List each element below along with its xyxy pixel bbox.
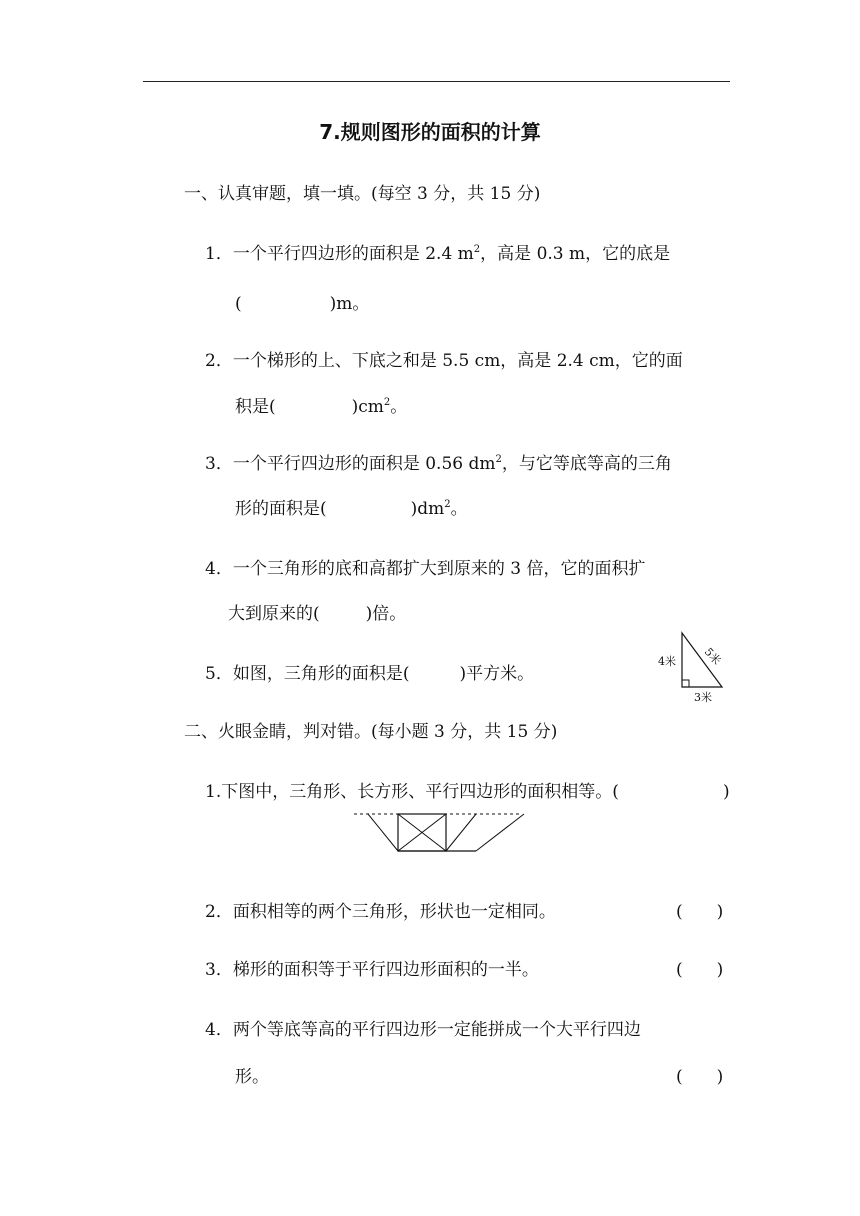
area-comparison-figure xyxy=(352,810,530,856)
s2-q1-answer-box[interactable] xyxy=(686,780,720,804)
s2-q3-text: 梯形的面积等于平行四边形面积的一半。 xyxy=(232,960,539,980)
s2-q4-number: 4． xyxy=(205,1020,233,1040)
s2-q3-number: 3． xyxy=(205,960,233,980)
s1-q2-text-a: 一个梯形的上、下底之和是 5.5 cm，高是 2.4 cm，它的面 xyxy=(232,351,683,371)
figure-label-height: 4米 xyxy=(658,655,676,668)
right-angle-mark xyxy=(682,680,689,687)
figure-label-hypotenuse: 5米 xyxy=(701,645,724,668)
section1-heading: 一、认真审题，填一填。(每空 3 分，共 15 分) xyxy=(184,184,541,204)
s1-q3-sup: 2 xyxy=(444,499,451,510)
triangle-right-side xyxy=(446,814,476,851)
s1-q3-line1 xyxy=(205,452,672,476)
s2-q2-line xyxy=(205,900,556,924)
s1-q3-text-b: ，与它等底等高的三角 xyxy=(501,454,672,474)
s2-q1-close-paren: ) xyxy=(723,782,730,802)
s1-q2-end: 。 xyxy=(390,397,408,417)
s1-q3-end: 。 xyxy=(450,499,468,519)
s1-q5-text-a: 如图，三角形的面积是( xyxy=(232,664,410,684)
s2-q4-line2: 形。 xyxy=(235,1067,269,1087)
s1-q2-sup: 2 xyxy=(383,397,391,408)
header-rule xyxy=(143,81,730,82)
s1-q4-text-a: 一个三角形的底和高都扩大到原来的 3 倍，它的面积扩 xyxy=(232,559,646,579)
s1-q4-line1 xyxy=(205,557,645,581)
s1-q1-sup: 2 xyxy=(473,244,481,255)
s1-q3-text-a: 一个平行四边形的面积是 0.56 dm xyxy=(232,454,496,474)
s1-q1-text-a: 一个平行四边形的面积是 2.4 m xyxy=(232,244,474,264)
s2-q1-number: 1. xyxy=(205,782,222,802)
s2-q3-answer-paren[interactable]: ( ) xyxy=(676,960,724,980)
right-triangle-figure xyxy=(652,628,734,706)
s1-q3-close: )dm xyxy=(410,499,445,519)
s1-q1-line1 xyxy=(205,242,670,266)
figure-label-base: 3米 xyxy=(694,691,712,704)
s1-q3-number: 3． xyxy=(205,454,233,474)
s1-q2-line2 xyxy=(235,395,407,419)
s1-q5-line xyxy=(205,662,534,686)
triangle-left-side xyxy=(368,814,398,851)
s1-q1-number: 1． xyxy=(205,244,233,264)
s2-q1-line xyxy=(205,780,619,804)
s1-q4-text-b: 大到原来的( xyxy=(228,604,320,624)
s1-q1-close: )m。 xyxy=(329,294,370,314)
s2-q2-answer-paren[interactable]: ( ) xyxy=(676,902,724,922)
s2-q4-line1 xyxy=(205,1018,641,1042)
s1-q2-number: 2． xyxy=(205,351,233,371)
s2-q3-line xyxy=(205,958,539,982)
s2-q4-text-a: 两个等底等高的平行四边形一定能拼成一个大平行四边 xyxy=(232,1020,641,1040)
s1-q1-line2 xyxy=(235,292,369,316)
s1-q3-text-c: 形的面积是( xyxy=(235,499,327,519)
s1-q1-open-paren: ( xyxy=(235,294,242,314)
s1-q5-close: )平方米。 xyxy=(459,664,535,684)
s2-q1-text: 下图中，三角形、长方形、平行四边形的面积相等。( xyxy=(221,782,619,802)
s1-q2-line1 xyxy=(205,349,683,373)
section2-heading: 二、火眼金睛，判对错。(每小题 3 分，共 15 分) xyxy=(184,722,558,742)
s1-q2-close: )cm xyxy=(351,397,384,417)
s1-q4-close: )倍。 xyxy=(365,604,407,624)
s2-q2-text: 面积相等的两个三角形，形状也一定相同。 xyxy=(232,902,556,922)
s1-q4-line2 xyxy=(228,602,406,626)
s1-q2-text-b: 积是( xyxy=(235,397,276,417)
s1-q3-sup-a: 2 xyxy=(495,454,502,465)
s1-q5-number: 5． xyxy=(205,664,233,684)
s2-q4-answer-paren[interactable]: ( ) xyxy=(676,1067,724,1087)
s1-q3-line2 xyxy=(235,497,468,521)
s2-q2-number: 2． xyxy=(205,902,233,922)
parallelogram-right-side xyxy=(476,814,524,851)
s1-q4-number: 4． xyxy=(205,559,233,579)
page-title: 7.规则图形的面积的计算 xyxy=(319,120,541,144)
s1-q1-text-b: ，高是 0.3 m，它的底是 xyxy=(480,244,671,264)
